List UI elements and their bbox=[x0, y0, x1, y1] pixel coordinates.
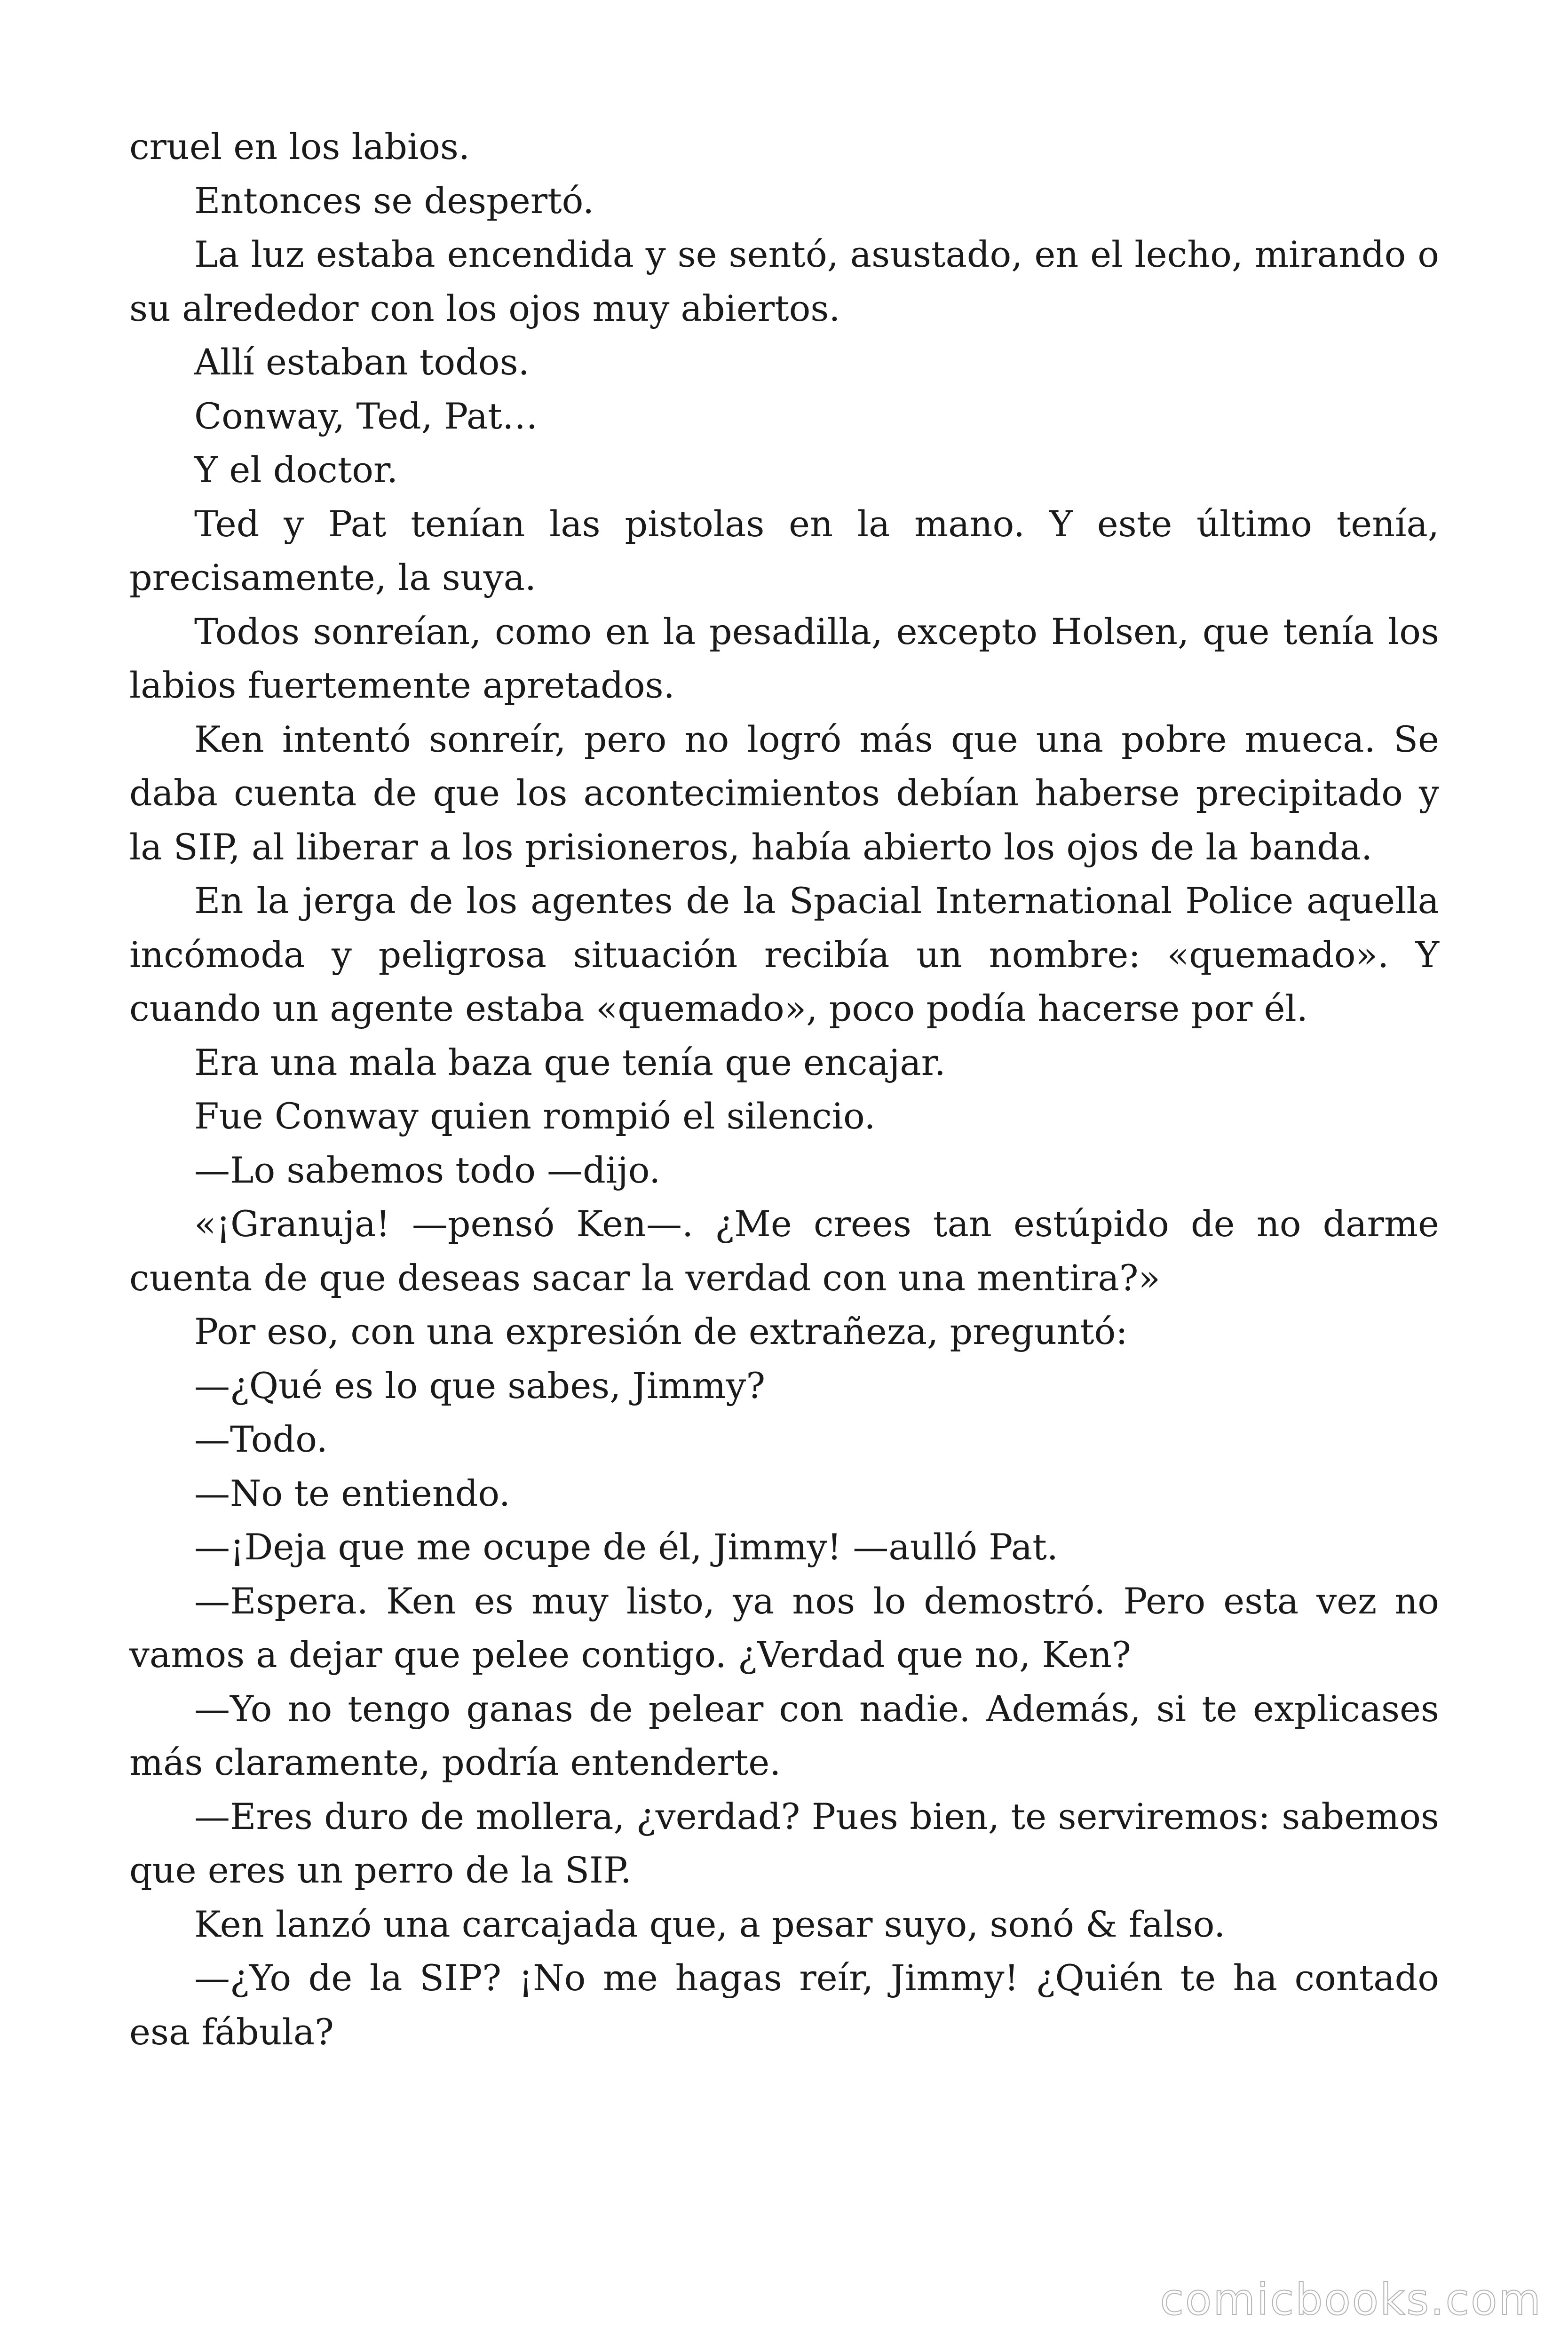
paragraph: En la jerga de los agentes de la Spacial International Police aquella incómoda y peligrosa situación recibía un nombre: «quemado». Y cuando un agente estaba «quemado», poco podía hacerse por él. bbox=[129, 880, 1439, 1029]
paragraph: —¿Qué es lo que sabes, Jimmy? bbox=[194, 1364, 766, 1406]
paragraph: —No te entiendo. bbox=[194, 1472, 511, 1514]
paragraph: —Todo. bbox=[194, 1418, 328, 1460]
paragraph: Ken intentó sonreír, pero no logró más que una pobre mueca. Se daba cuenta de que los acontecimientos debían haberse precipitado y la SIP, al liberar a los prisioneros, había abierto los ojos de la banda. bbox=[129, 718, 1439, 868]
paragraph: cruel en los labios. bbox=[129, 126, 470, 167]
paragraph: Ken lanzó una carcajada que, a pesar suyo, sonó & falso. bbox=[194, 1903, 1226, 1945]
paragraph: Entonces se despertó. bbox=[194, 179, 594, 222]
paragraph: Era una mala baza que tenía que encajar. bbox=[194, 1041, 946, 1083]
paragraph: Conway, Ted, Pat… bbox=[194, 395, 538, 437]
paragraph: —¿Yo de la SIP? ¡No me hagas reír, Jimmy! ¿Quién te ha contado esa fábula? bbox=[129, 1957, 1439, 2053]
page-body-text bbox=[129, 120, 1439, 2059]
paragraph: —Espera. Ken es muy listo, ya nos lo demostró. Pero esta vez no vamos a dejar que pelee contigo. ¿Verdad que no, Ken? bbox=[129, 1580, 1439, 1676]
paragraph: Allí estaban todos. bbox=[194, 341, 530, 383]
paragraph: «¡Granuja! —pensó Ken—. ¿Me crees tan estúpido de no darme cuenta de que deseas sacar la verdad con una mentira?» bbox=[129, 1203, 1439, 1299]
paragraph: Fue Conway quien rompió el silencio. bbox=[194, 1095, 876, 1137]
paragraph: Por eso, con una expresión de extrañeza, preguntó: bbox=[194, 1311, 1128, 1352]
paragraph: Y el doctor. bbox=[194, 449, 398, 491]
paragraph: La luz estaba encendida y se sentó, asustado, en el lecho, mirando o su alrededor con los ojos muy abiertos. bbox=[129, 233, 1439, 329]
paragraph: Todos sonreían, como en la pesadilla, excepto Holsen, que tenía los labios fuertemente apretados. bbox=[129, 610, 1439, 706]
paragraph: Ted y Pat tenían las pistolas en la mano. Y este último tenía, precisamente, la suya. bbox=[129, 502, 1439, 598]
paragraph: —Yo no tengo ganas de pelear con nadie. Además, si te explicases más claramente, podría entenderte. bbox=[129, 1687, 1439, 1783]
watermark-logo: comicbooks.com bbox=[1160, 2274, 1542, 2325]
paragraph: —¡Deja que me ocupe de él, Jimmy! —aulló Pat. bbox=[194, 1526, 1058, 1568]
paragraph: —Lo sabemos todo —dijo. bbox=[194, 1149, 661, 1191]
paragraph: —Eres duro de mollera, ¿verdad? Pues bien, te serviremos: sabemos que eres un perro de la SIP. bbox=[129, 1795, 1439, 1891]
